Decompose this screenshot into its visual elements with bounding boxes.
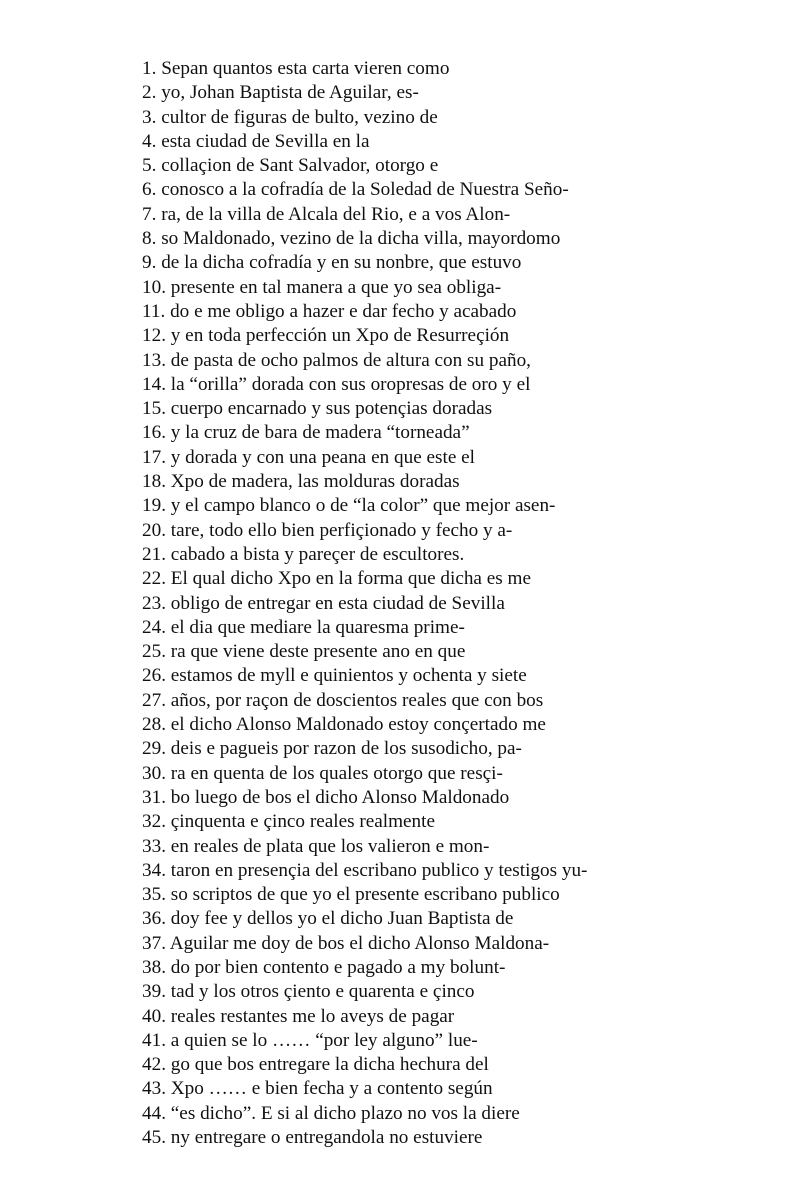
transcription-line — [142, 956, 587, 980]
line-number: 9 . — [142, 252, 161, 273]
transcription-line — [142, 494, 587, 518]
transcription-line — [142, 203, 587, 227]
line-number: 31 . — [142, 787, 171, 808]
transcription-line — [142, 543, 587, 567]
transcription-line — [142, 592, 587, 616]
transcription-line — [142, 1029, 587, 1053]
line-number: 23 . — [142, 593, 171, 614]
transcription-line — [142, 1102, 587, 1126]
line-text: yo, Johan Baptista de Aguilar, es- — [161, 82, 419, 104]
line-number: 16 . — [142, 422, 171, 443]
line-text: do por bien contento e pagado a my bolunt- — [170, 956, 506, 978]
transcription-line — [142, 421, 587, 445]
line-number: 33 . — [142, 836, 171, 857]
line-text: de pasta de ocho palmos de altura con su paño, — [170, 349, 531, 371]
line-number: 24 . — [142, 617, 171, 638]
transcription-line — [142, 251, 587, 275]
line-number: 20 . — [142, 520, 171, 541]
transcription-line — [142, 616, 587, 640]
transcription-line — [142, 640, 587, 664]
transcription-line — [142, 81, 587, 105]
line-number: 40 . — [142, 1006, 171, 1027]
line-text: esta ciudad de Sevilla en la — [161, 130, 370, 152]
transcription-line — [142, 446, 587, 470]
transcription-line — [142, 349, 587, 373]
line-text: años, por raçon de doscientos reales que con bos — [170, 689, 544, 711]
line-text: doy fee y dellos yo el dicho Juan Baptista de — [170, 908, 514, 930]
line-text: a quien se lo …… “por ley alguno” lue- — [170, 1029, 478, 1051]
line-text: Xpo …… e bien fecha y a contento según — [170, 1078, 493, 1100]
line-number: 32 . — [142, 811, 171, 832]
line-number: 19 . — [142, 495, 171, 516]
line-number: 12 . — [142, 325, 171, 346]
transcription-line — [142, 276, 587, 300]
line-number: 2 . — [142, 82, 161, 103]
line-text: Sepan quantos esta carta vieren como — [161, 58, 450, 79]
transcription-line — [142, 178, 587, 202]
line-text: cabado a bista y pareçer de escultores. — [170, 543, 465, 565]
transcription-line — [142, 664, 587, 688]
line-text: cuerpo encarnado y sus potençias doradas — [170, 398, 493, 420]
line-number: 5 . — [142, 155, 161, 176]
line-text: so Maldonado, vezino de la dicha villa, mayordomo — [161, 228, 561, 250]
transcription-line — [142, 810, 587, 834]
line-number: 37 . — [142, 933, 170, 954]
line-number: 28 . — [142, 714, 171, 735]
line-number: 17 . — [142, 447, 171, 468]
line-number: 13 . — [142, 350, 171, 371]
transcription-line — [142, 130, 587, 154]
line-text: y el campo blanco o de “la color” que mejor asen- — [170, 495, 556, 517]
line-number: 30 . — [142, 763, 171, 784]
transcription-line — [142, 57, 587, 81]
line-text: de la dicha cofradía y en su nonbre, que estuvo — [161, 252, 522, 274]
transcription-line — [142, 1005, 587, 1029]
transcription-line — [142, 980, 587, 1004]
transcription-line — [142, 300, 587, 324]
line-text: obligo de entregar en esta ciudad de Sevilla — [170, 592, 505, 614]
line-text: taron en presençia del escribano publico y testigos yu- — [170, 859, 588, 881]
line-number: 39 . — [142, 981, 171, 1002]
transcription-line — [142, 713, 587, 737]
transcription-line — [142, 397, 587, 421]
line-number: 21 . — [142, 544, 171, 565]
transcription-line — [142, 835, 587, 859]
line-text: reales restantes me lo aveys de pagar — [170, 1005, 455, 1027]
transcription-line — [142, 932, 587, 956]
line-text: deis e pagueis por razon de los susodicho, pa- — [170, 738, 522, 760]
line-text: cultor de figuras de bulto, vezino de — [161, 106, 438, 128]
line-text: Aguilar me doy de bos el dicho Alonso Maldona- — [169, 932, 550, 954]
line-number: 4 . — [142, 131, 161, 152]
line-text: çinquenta e çinco reales realmente — [170, 811, 435, 833]
line-text: la “orilla” dorada con sus oropresas de oro y el — [170, 373, 531, 395]
transcription-line — [142, 567, 587, 591]
transcription-line — [142, 227, 587, 251]
line-number: 22 . — [142, 568, 171, 589]
transcription-line — [142, 883, 587, 907]
line-number: 8 . — [142, 228, 161, 249]
line-text: conosco a la cofradía de la Soledad de Nuestra Seño- — [161, 179, 569, 201]
line-text: ny entregare o entregandola no estuviere — [170, 1127, 483, 1149]
line-text: y en toda perfección un Xpo de Resurreçión — [170, 325, 510, 347]
line-text: el dia que mediare la quaresma prime- — [170, 616, 465, 638]
line-text: El qual dicho Xpo en la forma que dicha es me — [170, 568, 531, 590]
line-number: 15 . — [142, 398, 171, 419]
line-text: bo luego de bos el dicho Alonso Maldonado — [170, 786, 510, 808]
line-text: ra que viene deste presente ano en que — [170, 641, 466, 663]
line-number: 6 . — [142, 179, 161, 200]
transcription-line — [142, 907, 587, 931]
transcription-line — [142, 786, 587, 810]
transcription-line — [142, 519, 587, 543]
transcription-lines — [142, 57, 587, 1150]
transcription-line — [142, 859, 587, 883]
line-number: 42 . — [142, 1054, 171, 1075]
line-number: 43 . — [142, 1078, 171, 1099]
line-text: ra, de la villa de Alcala del Rio, e a vos Alon- — [161, 203, 511, 225]
line-number: 36 . — [142, 908, 171, 929]
line-number: 44 . — [142, 1103, 171, 1124]
transcription-line — [142, 470, 587, 494]
line-text: collaçion de Sant Salvador, otorgo e — [161, 155, 439, 177]
transcription-line — [142, 1077, 587, 1101]
line-number: 29 . — [142, 738, 171, 759]
transcription-line — [142, 689, 587, 713]
line-number: 26 . — [142, 665, 171, 686]
line-text: Xpo de madera, las molduras doradas — [170, 471, 460, 493]
line-text: y dorada y con una peana en que este el — [170, 446, 475, 468]
line-number: 18 . — [142, 471, 171, 492]
line-number: 7 . — [142, 204, 161, 225]
transcription-line — [142, 154, 587, 178]
transcription-line — [142, 373, 587, 397]
transcription-line — [142, 106, 587, 130]
transcription-line — [142, 1126, 587, 1150]
line-text: en reales de plata que los valieron e mon- — [170, 835, 490, 857]
line-number: 45 . — [142, 1127, 171, 1148]
line-number: 25 . — [142, 641, 171, 662]
line-text: tare, todo ello bien perfiçionado y fecho y a- — [170, 519, 513, 541]
line-text: so scriptos de que yo el presente escribano publico — [170, 884, 560, 906]
line-text: tad y los otros çiento e quarenta e çinco — [170, 981, 475, 1003]
line-number: 14 . — [142, 374, 171, 395]
line-text: ra en quenta de los quales otorgo que resçi- — [170, 762, 503, 784]
transcription-line — [142, 737, 587, 761]
line-number: 3 . — [142, 107, 161, 128]
line-number: 27 . — [142, 690, 171, 711]
line-text: do e me obligo a hazer e dar fecho y acabado — [170, 300, 517, 322]
line-text: presente en tal manera a que yo sea obliga- — [170, 276, 502, 298]
line-text: “es dicho”. E si al dicho plazo no vos la diere — [170, 1102, 520, 1124]
line-text: el dicho Alonso Maldonado estoy conçertado me — [170, 714, 546, 736]
line-text: y la cruz de bara de madera “torneada” — [170, 422, 470, 444]
line-number: 38 . — [142, 957, 171, 978]
line-number: 34 . — [142, 860, 171, 881]
line-number: 11 . — [142, 301, 170, 322]
transcription-line — [142, 1053, 587, 1077]
line-number: 41 . — [142, 1030, 171, 1051]
line-text: estamos de myll e quinientos y ochenta y siete — [170, 665, 527, 687]
transcription-line — [142, 762, 587, 786]
line-number: 35 . — [142, 884, 171, 905]
line-number: 10 . — [142, 277, 171, 298]
transcription-line — [142, 324, 587, 348]
line-text: go que bos entregare la dicha hechura del — [170, 1054, 489, 1076]
line-number: 1 . — [142, 58, 161, 79]
